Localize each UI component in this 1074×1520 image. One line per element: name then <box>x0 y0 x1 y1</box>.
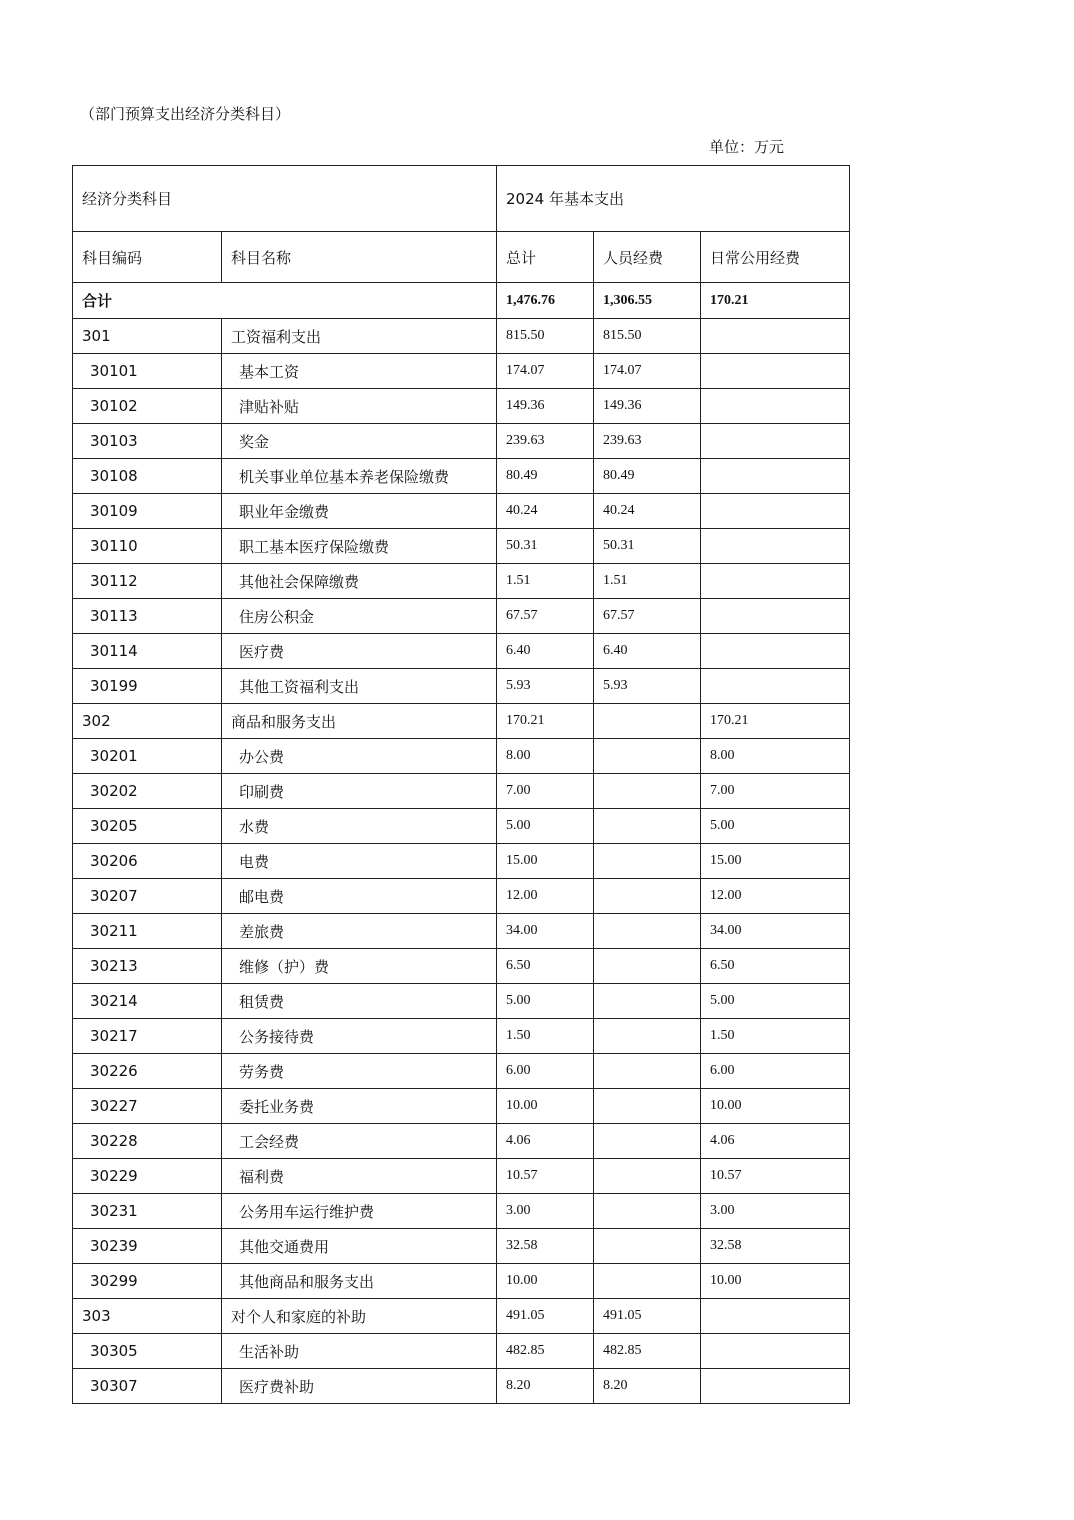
cell-public: 1.50 <box>701 1019 850 1054</box>
cell-total: 10.00 <box>497 1264 594 1299</box>
cell-personnel: 40.24 <box>594 494 701 529</box>
cell-total: 34.00 <box>497 914 594 949</box>
cell-public: 32.58 <box>701 1229 850 1264</box>
total-sum: 1,476.76 <box>497 283 594 319</box>
cell-code: 30229 <box>73 1159 222 1194</box>
table-row <box>73 984 850 1019</box>
cell-total: 239.63 <box>497 424 594 459</box>
cell-code: 30202 <box>73 774 222 809</box>
cell-personnel: 482.85 <box>594 1334 701 1369</box>
cell-total: 149.36 <box>497 389 594 424</box>
cell-code: 30110 <box>73 529 222 564</box>
table-row <box>73 1124 850 1159</box>
cell-name: 机关事业单位基本养老保险缴费 <box>222 459 497 494</box>
cell-public <box>701 1369 850 1404</box>
cell-code: 30108 <box>73 459 222 494</box>
unit-label: 单位：万元 <box>709 138 785 156</box>
cell-name: 住房公积金 <box>222 599 497 634</box>
cell-name: 福利费 <box>222 1159 497 1194</box>
cell-public <box>701 1334 850 1369</box>
cell-name: 电费 <box>222 844 497 879</box>
cell-name: 医疗费补助 <box>222 1369 497 1404</box>
cell-personnel: 149.36 <box>594 389 701 424</box>
cell-code: 30199 <box>73 669 222 704</box>
category-row <box>73 1299 850 1334</box>
cell-total: 67.57 <box>497 599 594 634</box>
cell-personnel <box>594 914 701 949</box>
cell-code: 30114 <box>73 634 222 669</box>
cell-total: 32.58 <box>497 1229 594 1264</box>
cell-name: 维修（护）费 <box>222 949 497 984</box>
cell-personnel <box>594 1264 701 1299</box>
cell-code: 30102 <box>73 389 222 424</box>
cell-name: 商品和服务支出 <box>222 704 497 739</box>
cell-public <box>701 669 850 704</box>
cell-name: 委托业务费 <box>222 1089 497 1124</box>
cell-code: 30103 <box>73 424 222 459</box>
cell-name: 基本工资 <box>222 354 497 389</box>
cell-total: 4.06 <box>497 1124 594 1159</box>
cell-personnel <box>594 704 701 739</box>
header-row-group <box>73 166 850 232</box>
cell-total: 5.00 <box>497 984 594 1019</box>
cell-code: 30231 <box>73 1194 222 1229</box>
cell-name: 职业年金缴费 <box>222 494 497 529</box>
table-row <box>73 1159 850 1194</box>
table-row <box>73 389 850 424</box>
cell-code: 30211 <box>73 914 222 949</box>
cell-name: 其他商品和服务支出 <box>222 1264 497 1299</box>
cell-public: 10.00 <box>701 1264 850 1299</box>
cell-code: 30112 <box>73 564 222 599</box>
cell-code: 30101 <box>73 354 222 389</box>
cell-public: 7.00 <box>701 774 850 809</box>
cell-public <box>701 529 850 564</box>
cell-personnel: 80.49 <box>594 459 701 494</box>
cell-public: 8.00 <box>701 739 850 774</box>
cell-personnel <box>594 1124 701 1159</box>
table-row <box>73 1019 850 1054</box>
cell-name: 差旅费 <box>222 914 497 949</box>
table-row <box>73 459 850 494</box>
table-row <box>73 949 850 984</box>
cell-code: 30226 <box>73 1054 222 1089</box>
cell-public <box>701 564 850 599</box>
cell-public <box>701 494 850 529</box>
cell-personnel <box>594 1019 701 1054</box>
table-row <box>73 774 850 809</box>
table-row <box>73 424 850 459</box>
cell-total: 6.40 <box>497 634 594 669</box>
table-row <box>73 879 850 914</box>
total-personnel: 1,306.55 <box>594 283 701 319</box>
cell-personnel <box>594 739 701 774</box>
cell-personnel: 239.63 <box>594 424 701 459</box>
table-row <box>73 1334 850 1369</box>
cell-public: 6.00 <box>701 1054 850 1089</box>
cell-name: 生活补助 <box>222 1334 497 1369</box>
cell-personnel: 174.07 <box>594 354 701 389</box>
category-row <box>73 319 850 354</box>
table-row <box>73 354 850 389</box>
header-total: 总计 <box>497 232 594 283</box>
cell-public: 15.00 <box>701 844 850 879</box>
cell-public <box>701 1299 850 1334</box>
cell-code: 30205 <box>73 809 222 844</box>
cell-total: 8.00 <box>497 739 594 774</box>
header-code: 科目编码 <box>73 232 222 283</box>
cell-public: 5.00 <box>701 984 850 1019</box>
cell-code: 30201 <box>73 739 222 774</box>
total-row <box>73 283 850 319</box>
cell-personnel: 491.05 <box>594 1299 701 1334</box>
cell-personnel <box>594 844 701 879</box>
cell-public: 12.00 <box>701 879 850 914</box>
cell-public <box>701 634 850 669</box>
cell-name: 租赁费 <box>222 984 497 1019</box>
cell-total: 12.00 <box>497 879 594 914</box>
cell-code: 302 <box>73 704 222 739</box>
cell-code: 30307 <box>73 1369 222 1404</box>
cell-total: 170.21 <box>497 704 594 739</box>
cell-personnel <box>594 774 701 809</box>
cell-public: 10.57 <box>701 1159 850 1194</box>
cell-name: 职工基本医疗保险缴费 <box>222 529 497 564</box>
cell-name: 津贴补贴 <box>222 389 497 424</box>
cell-code: 30299 <box>73 1264 222 1299</box>
cell-name: 办公费 <box>222 739 497 774</box>
cell-personnel: 8.20 <box>594 1369 701 1404</box>
cell-public <box>701 389 850 424</box>
cell-total: 5.00 <box>497 809 594 844</box>
cell-total: 10.57 <box>497 1159 594 1194</box>
cell-personnel <box>594 949 701 984</box>
cell-name: 工资福利支出 <box>222 319 497 354</box>
header-economic-category: 经济分类科目 <box>73 166 497 232</box>
cell-code: 30207 <box>73 879 222 914</box>
cell-personnel <box>594 1089 701 1124</box>
cell-total: 50.31 <box>497 529 594 564</box>
cell-name: 其他社会保障缴费 <box>222 564 497 599</box>
cell-code: 30206 <box>73 844 222 879</box>
cell-personnel: 67.57 <box>594 599 701 634</box>
cell-public: 5.00 <box>701 809 850 844</box>
cell-name: 奖金 <box>222 424 497 459</box>
cell-total: 5.93 <box>497 669 594 704</box>
cell-total: 1.50 <box>497 1019 594 1054</box>
cell-total: 3.00 <box>497 1194 594 1229</box>
table-row <box>73 1229 850 1264</box>
cell-name: 水费 <box>222 809 497 844</box>
cell-name: 对个人和家庭的补助 <box>222 1299 497 1334</box>
header-row-columns <box>73 232 850 283</box>
cell-code: 30239 <box>73 1229 222 1264</box>
cell-public <box>701 354 850 389</box>
header-public: 日常公用经费 <box>701 232 850 283</box>
cell-personnel <box>594 879 701 914</box>
cell-personnel <box>594 1194 701 1229</box>
cell-personnel <box>594 984 701 1019</box>
cell-total: 8.20 <box>497 1369 594 1404</box>
budget-table <box>72 165 850 1404</box>
cell-code: 30214 <box>73 984 222 1019</box>
cell-total: 10.00 <box>497 1089 594 1124</box>
table-row <box>73 1264 850 1299</box>
cell-public <box>701 459 850 494</box>
cell-code: 30109 <box>73 494 222 529</box>
cell-total: 815.50 <box>497 319 594 354</box>
cell-public <box>701 599 850 634</box>
cell-public: 6.50 <box>701 949 850 984</box>
header-name: 科目名称 <box>222 232 497 283</box>
cell-code: 301 <box>73 319 222 354</box>
cell-name: 邮电费 <box>222 879 497 914</box>
cell-public: 3.00 <box>701 1194 850 1229</box>
cell-total: 6.00 <box>497 1054 594 1089</box>
cell-name: 其他工资福利支出 <box>222 669 497 704</box>
cell-name: 其他交通费用 <box>222 1229 497 1264</box>
cell-personnel <box>594 1229 701 1264</box>
cell-public: 10.00 <box>701 1089 850 1124</box>
cell-name: 劳务费 <box>222 1054 497 1089</box>
total-label: 合计 <box>73 283 497 319</box>
cell-personnel: 50.31 <box>594 529 701 564</box>
cell-name: 印刷费 <box>222 774 497 809</box>
cell-personnel: 815.50 <box>594 319 701 354</box>
table-row <box>73 1054 850 1089</box>
table-row <box>73 1369 850 1404</box>
table-row <box>73 914 850 949</box>
cell-total: 491.05 <box>497 1299 594 1334</box>
cell-code: 30113 <box>73 599 222 634</box>
cell-public <box>701 424 850 459</box>
table-row <box>73 739 850 774</box>
table-row <box>73 634 850 669</box>
cell-code: 303 <box>73 1299 222 1334</box>
table-row <box>73 669 850 704</box>
cell-public: 4.06 <box>701 1124 850 1159</box>
table-row <box>73 599 850 634</box>
category-row <box>73 704 850 739</box>
cell-total: 7.00 <box>497 774 594 809</box>
total-public: 170.21 <box>701 283 850 319</box>
table-row <box>73 809 850 844</box>
header-personnel: 人员经费 <box>594 232 701 283</box>
cell-name: 医疗费 <box>222 634 497 669</box>
header-basic-expenditure: 2024 年基本支出 <box>497 166 850 232</box>
table-row <box>73 494 850 529</box>
table-row <box>73 529 850 564</box>
table-row <box>73 1089 850 1124</box>
cell-code: 30227 <box>73 1089 222 1124</box>
cell-personnel: 5.93 <box>594 669 701 704</box>
table-row <box>73 844 850 879</box>
cell-public <box>701 319 850 354</box>
table-subtitle: （部门预算支出经济分类科目） <box>80 105 291 123</box>
cell-public: 170.21 <box>701 704 850 739</box>
cell-public: 34.00 <box>701 914 850 949</box>
cell-code: 30213 <box>73 949 222 984</box>
cell-code: 30305 <box>73 1334 222 1369</box>
cell-name: 工会经费 <box>222 1124 497 1159</box>
cell-total: 174.07 <box>497 354 594 389</box>
table-row <box>73 564 850 599</box>
cell-personnel: 1.51 <box>594 564 701 599</box>
table-row <box>73 1194 850 1229</box>
cell-name: 公务用车运行维护费 <box>222 1194 497 1229</box>
cell-total: 15.00 <box>497 844 594 879</box>
cell-personnel <box>594 1159 701 1194</box>
cell-total: 1.51 <box>497 564 594 599</box>
cell-total: 6.50 <box>497 949 594 984</box>
cell-total: 80.49 <box>497 459 594 494</box>
cell-personnel: 6.40 <box>594 634 701 669</box>
cell-name: 公务接待费 <box>222 1019 497 1054</box>
cell-code: 30217 <box>73 1019 222 1054</box>
cell-code: 30228 <box>73 1124 222 1159</box>
cell-total: 40.24 <box>497 494 594 529</box>
cell-personnel <box>594 1054 701 1089</box>
cell-personnel <box>594 809 701 844</box>
cell-total: 482.85 <box>497 1334 594 1369</box>
